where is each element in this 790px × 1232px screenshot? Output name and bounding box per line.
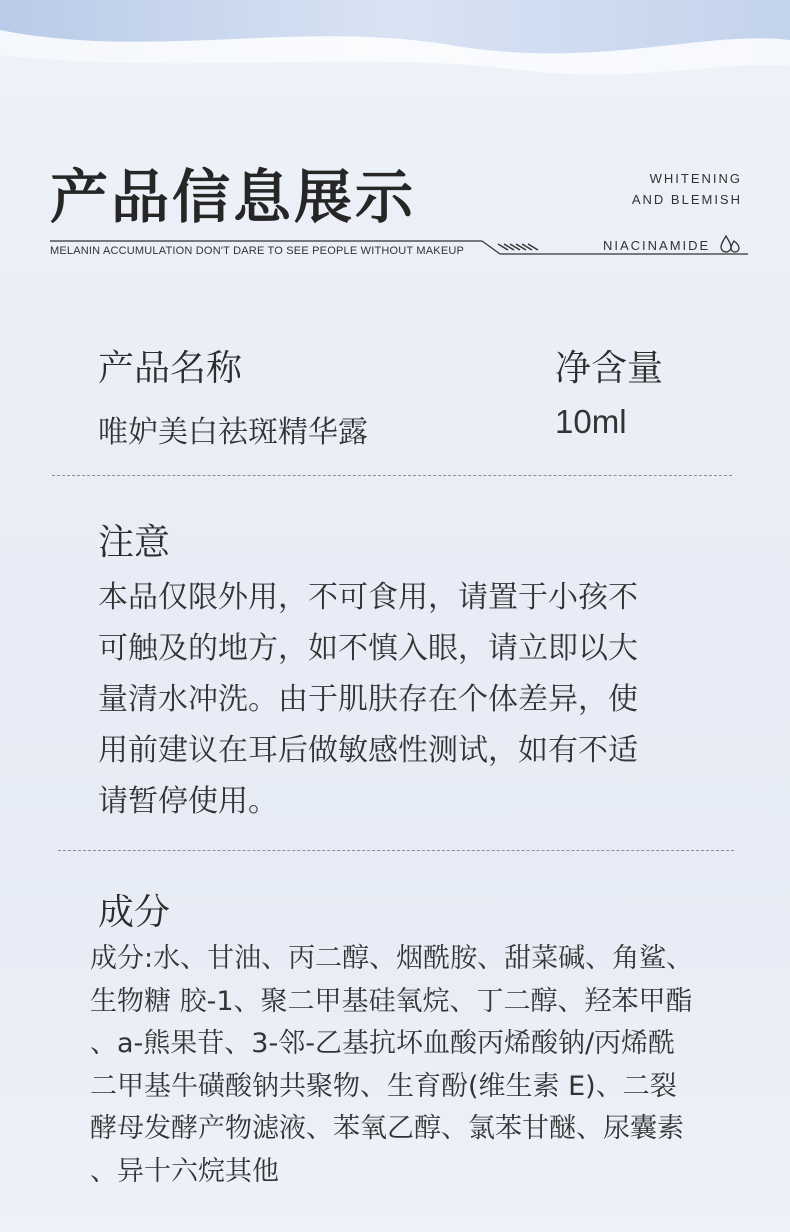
ingredient-line: 酵母发酵产物滤液、苯氧乙醇、氯苯甘醚、尿囊素: [90, 1113, 684, 1145]
notice-line: 本品仅限外用，不可食用，请置于小孩不: [98, 580, 638, 615]
english-tagline: [632, 168, 742, 210]
ingredients-label: 成分: [98, 892, 171, 933]
notice-line: 可触及的地方，如不慎入眼，请立即以大: [98, 631, 638, 666]
tagline-line-1: WHITENING: [649, 171, 742, 186]
tagline-line-2: AND BLEMISH: [631, 192, 742, 207]
ingredient-line: 成分:水、甘油、丙二醇、烟酰胺、甜菜碱、角鲨、: [90, 943, 694, 974]
water-drops-icon: [718, 234, 742, 256]
notice-line: 用前建议在耳后做敏感性测试，如有不适: [98, 733, 638, 768]
header-rule-text: MELANIN ACCUMULATION DON'T DARE TO SEE PEOPLE WITHOUT MAKEUP: [50, 245, 465, 257]
ingredients-text: [90, 938, 770, 1194]
net-volume-label: 净含量: [555, 348, 664, 389]
ingredient-line: 、异十六烷其他: [90, 1155, 279, 1187]
notice-line: 量清水冲洗。由于肌肤存在个体差异，使: [98, 682, 638, 717]
ingredient-line: 生物糖 胶-1、聚二甲基硅氧烷、丁二醇、羟苯甲酯: [90, 985, 693, 1017]
section-divider: [52, 475, 732, 476]
net-volume-value: 10ml: [555, 403, 627, 440]
notice-text: [98, 572, 738, 827]
ingredient-line: 、a-熊果苷、3-邻-乙基抗坏血酸丙烯酸钠/丙烯酰: [90, 1028, 676, 1060]
notice-label: 注意: [98, 522, 171, 563]
product-name-label: 产品名称: [98, 348, 243, 389]
section-divider: [58, 850, 734, 851]
niacinamide-badge: NIACINAMIDE: [603, 238, 711, 253]
page-title: 产品信息展示: [50, 163, 417, 231]
header-wave-decoration: [0, 0, 790, 100]
ingredient-line: 二甲基牛磺酸钠共聚物、生育酚(维生素 E)、二裂: [90, 1070, 677, 1102]
product-name-value: 唯妒美白祛斑精华露: [98, 415, 368, 450]
notice-line: 请暂停使用。: [98, 784, 278, 819]
